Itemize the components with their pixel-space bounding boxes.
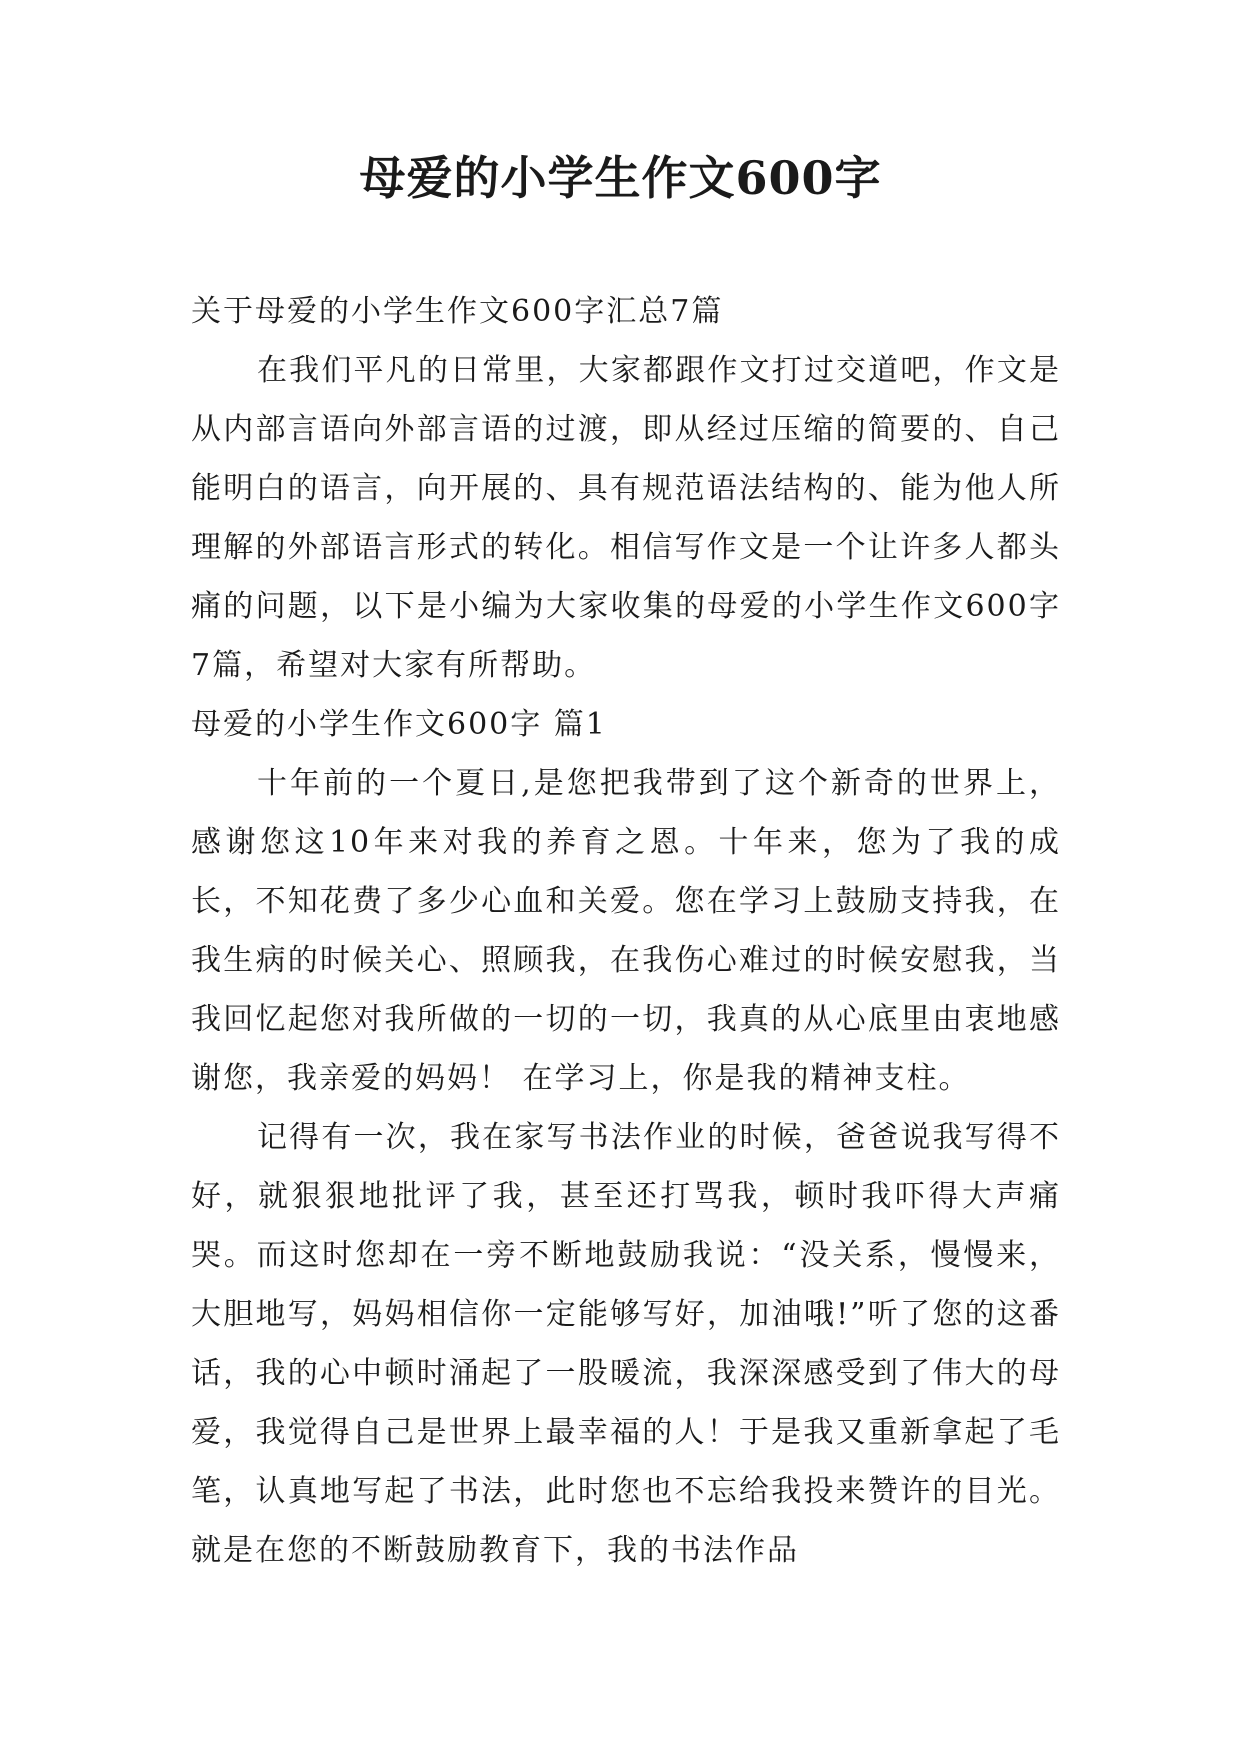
section-heading: 母爱的小学生作文600字 篇1: [191, 707, 607, 742]
document-body: [191, 282, 1061, 1580]
document-subtitle: 关于母爱的小学生作文600字汇总7篇: [191, 294, 724, 329]
intro-paragraph: 在我们平凡的日常里，大家都跟作文打过交道吧，作文是从内部言语向外部言语的过渡，即从经过压缩的简要的、自己能明白的语言，向开展的、具有规范语法结构的、能为他人所理解的外部语言形式的转化。相信写作文是一个让许多人都头痛的问题，以下是小编为大家收集的母爱的小学生作文600字7篇，希望对大家有所帮助。: [191, 353, 1061, 683]
body-paragraph: 十年前的一个夏日,是您把我带到了这个新奇的世界上，感谢您这10年来对我的养育之恩。十年来，您为了我的成长，不知花费了多少心血和关爱。您在学习上鼓励支持我，在我生病的时候关心、照顾我，在我伤心难过的时候安慰我，当我回忆起您对我所做的一切的一切，我真的从心底里由衷地感谢您，我亲爱的妈妈！ 在学习上，你是我的精神支柱。: [191, 766, 1061, 1096]
document-title: 母爱的小学生作文600字: [359, 151, 882, 205]
body-paragraph: 记得有一次，我在家写书法作业的时候，爸爸说我写得不好，就狠狠地批评了我，甚至还打骂我，顿时我吓得大声痛哭。而这时您却在一旁不断地鼓励我说：“没关系，慢慢来，大胆地写，妈妈相信你一定能够写好，加油哦!”听了您的这番话，我的心中顿时涌起了一股暖流，我深深感受到了伟大的母爱，我觉得自己是世界上最幸福的人！于是我又重新拿起了毛笔，认真地写起了书法，此时您也不忘给我投来赞许的目光。就是在您的不断鼓励教育下，我的书法作品: [191, 1120, 1061, 1568]
